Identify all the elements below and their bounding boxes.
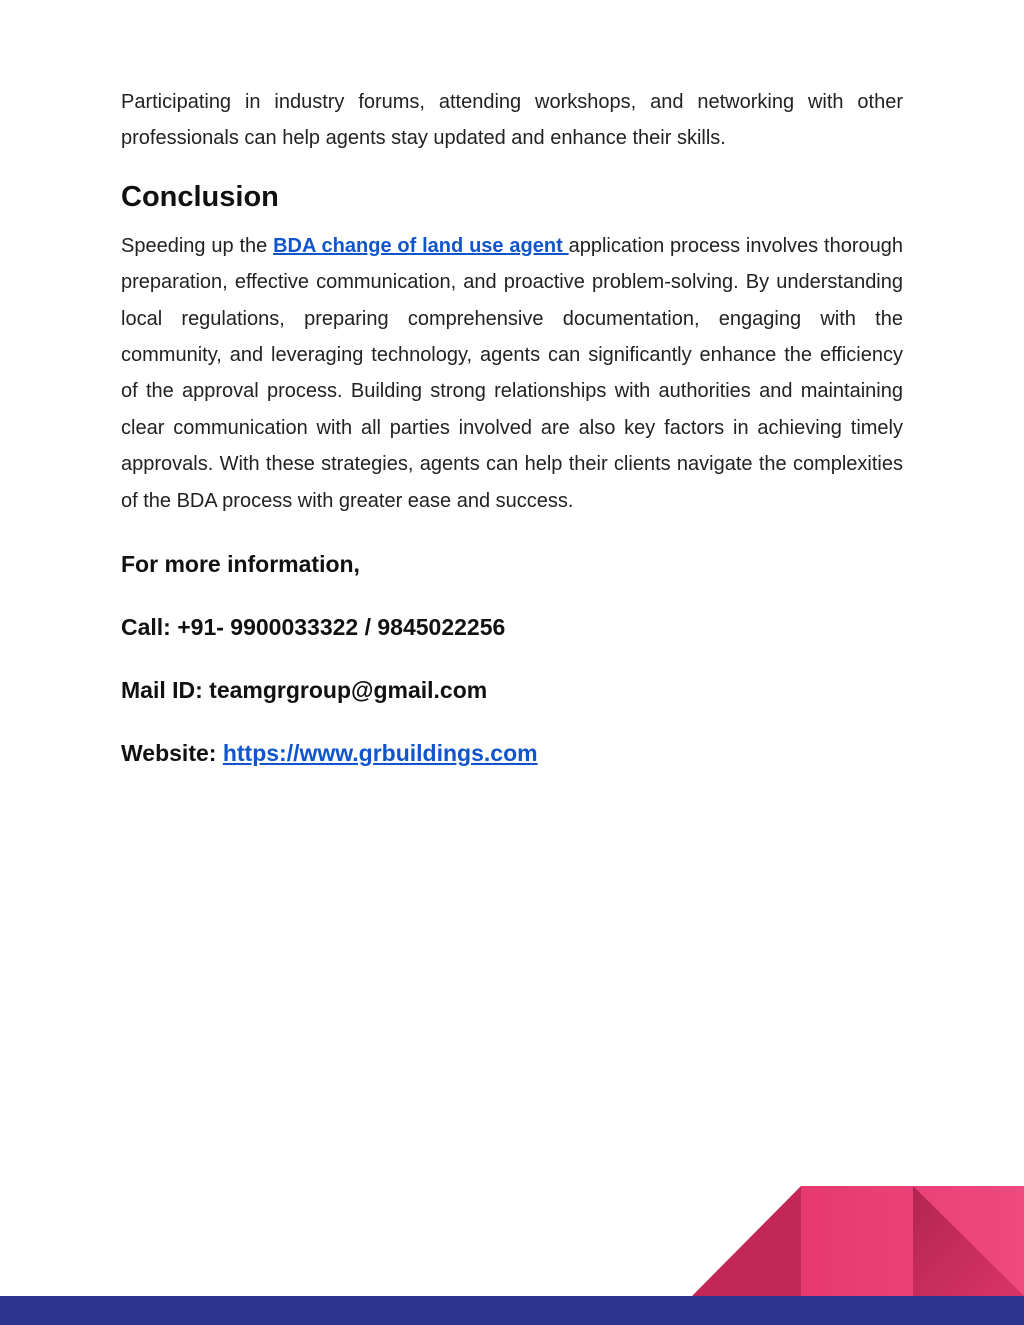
website-link[interactable]: https://www.grbuildings.com: [222, 740, 538, 767]
footer-band: [0, 1296, 1024, 1325]
bda-agent-link[interactable]: BDA change of land use agent: [273, 234, 569, 257]
contact-mail: Mail ID: teamgrgroup@gmail.com: [121, 677, 488, 704]
contact-call: Call: +91- 9900033322 / 9845022256: [121, 614, 506, 641]
contact-heading: For more information,: [121, 551, 360, 578]
conclusion-text-rest: application process involves thorough preparation, effective communication, and proactive problem-solving. By understanding local regulations, preparing comprehensive documentation, engaging with the community, and leveraging technology, agents can significantly enhance the efficiency of the approval process. Building strong relationships with authorities and maintaining clear communication with all parties involved are also key factors in achieving timely approvals. With these strategies, agents can help their clients navigate the complexities of the BDA process with greater ease and success.: [121, 234, 903, 512]
accent-triangle-left: [692, 1186, 801, 1296]
website-label: Website:: [121, 740, 223, 767]
conclusion-heading: Conclusion: [121, 180, 279, 213]
conclusion-text-start: Speeding up the: [121, 234, 274, 257]
intro-paragraph: Participating in industry forums, attending workshops, and networking with other professionals can help agents stay updated and enhance their skills.: [121, 91, 903, 150]
